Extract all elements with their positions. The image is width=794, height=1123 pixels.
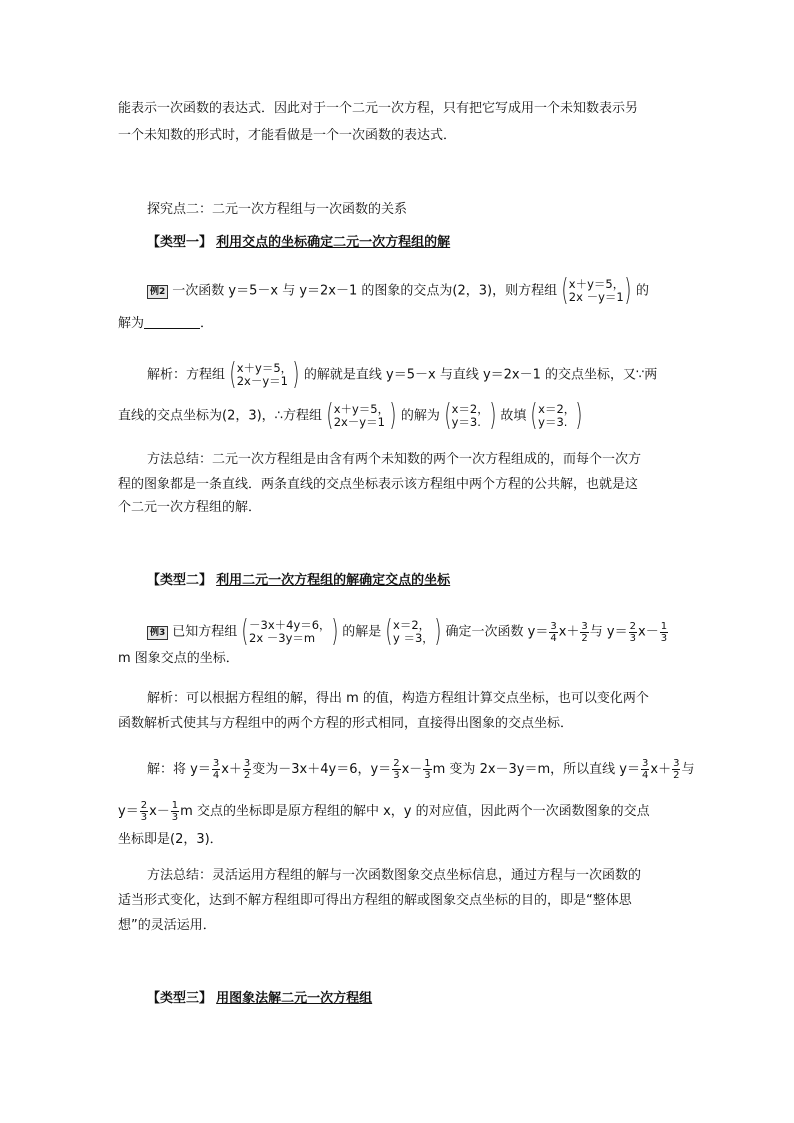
type-tag: 【类型二】 <box>147 573 213 588</box>
solution-system: ( x＝2， y ＝3， ) <box>385 614 442 649</box>
equation-system: ( x＋y＝5， 2x －y＝1 ) <box>561 273 632 308</box>
type3-heading <box>147 990 372 1008</box>
equation-row: －3x＋4y＝6， <box>249 618 331 632</box>
analysis-text: 解析：方程组 <box>147 367 226 383</box>
period: ． <box>200 316 214 331</box>
equation-row: 2x－y＝1 <box>236 374 288 388</box>
equation-row: y＝3. <box>538 415 568 429</box>
intro-line-2: 一个未知数的形式时，才能看做是一个一次函数的表达式． <box>118 128 457 143</box>
fraction: $\frac{3}{2}$ <box>581 620 588 644</box>
solution-system: ( x＝2， y＝3. ) <box>444 398 497 433</box>
example-badge: 例3 <box>147 626 168 640</box>
fraction: $\frac{3}{4}$ <box>642 758 649 781</box>
example-text: 已知方程组 <box>172 624 238 640</box>
type-tag: 【类型一】 <box>147 235 213 250</box>
analysis-text: 直线的交点坐标为(2，3)，∴方程组 <box>118 408 322 424</box>
solution3-line-1: 解：将 y＝ $\frac{3}{4}$ x＋ $\frac{3}{2}$ 变为－3x＋4y＝6，y＝ $\frac{2}{3}$ x－ $\frac{1}{3}$ m 变为 2x－3y＝m，所以直线 y＝ $\frac{3}{4}$ x＋ $\frac{3}{2}$ 与 <box>147 758 695 781</box>
fill-system: ( x＝2， y＝3. ) <box>530 398 583 433</box>
section-heading: 探究点二：二元一次方程组与一次函数的关系 <box>147 202 408 217</box>
solution3-line-3: 坐标即是(2，3)． <box>118 832 223 847</box>
example-text: 的 <box>635 283 649 299</box>
equation-row: 2x－y＝1 <box>333 415 385 429</box>
fraction: $\frac{3}{2}$ <box>673 758 680 781</box>
equation-row: x＋y＝5， <box>568 277 625 291</box>
fraction: $\frac{2}{3}$ <box>629 620 636 644</box>
analysis-text: 的解就是直线 y＝5－x 与直线 y＝2x－1 的交点坐标，又∵两 <box>303 367 658 383</box>
answer-blank <box>144 316 200 329</box>
equation-row: 2x －3y＝m <box>249 631 316 645</box>
equation-row: x＝2， <box>393 618 431 632</box>
solution3-line-2: y＝ $\frac{2}{3}$ x－ $\frac{1}{3}$ m 交点的坐标即是原方程组的解中 x，y 的对应值，因此两个一次函数图象的交点 <box>118 800 650 823</box>
type-title: 利用交点的坐标确定二元一次方程组的解 <box>216 235 451 250</box>
fraction: $\frac{1}{3}$ <box>171 800 179 823</box>
type2-heading <box>147 572 450 590</box>
equation-row: x＝2， <box>451 402 489 416</box>
fraction: $\frac{1}{3}$ <box>424 758 431 781</box>
analysis3-line-1: 解析：可以根据方程组的解，得出 m 的值，构造方程组计算交点坐标，也可以变化两个 <box>147 691 649 706</box>
analysis2-line-1 <box>147 357 658 392</box>
fraction: $\frac{1}{3}$ <box>660 620 668 644</box>
example-text: 一次函数 y＝5－x 与 y＝2x－1 的图象的交点为(2，3)，则方程组 <box>172 283 558 299</box>
equation-system: ( －3x＋4y＝6， 2x －3y＝m ) <box>241 614 338 649</box>
type1-heading <box>147 234 450 252</box>
intro-line-1: 能表示一次函数的表达式．因此对于一个二元一次方程，只有把它写成用一个未知数表示另 <box>118 101 639 116</box>
example2-line-1 <box>147 273 649 308</box>
summary2-line-2: 适当形式变化，达到不解方程组即可得出方程组的解或图象交点坐标的目的，即是“整体思 <box>118 893 632 908</box>
equation-row: x＝2， <box>538 402 576 416</box>
answer-label: 解为 <box>118 316 145 331</box>
summary1-line-3: 个二元一次方程组的解． <box>118 500 262 515</box>
analysis-text: 故填 <box>500 408 527 424</box>
summary2-line-1: 方法总结：灵活运用方程组的解与一次函数图象交点坐标信息，通过方程与一次函数的 <box>147 868 642 883</box>
fraction: $\frac{2}{3}$ <box>140 800 148 823</box>
summary2-line-3: 想”的灵活运用． <box>118 918 216 933</box>
analysis3-line-2: 函数解析式使其与方程组中的两个方程的形式相同，直接得出图象的交点坐标． <box>118 716 574 731</box>
summary1-line-1: 方法总结：二元一次方程组是由含有两个未知数的两个一次方程组成的，而每个一次方 <box>147 452 642 467</box>
equation-system: ( x＋y＝5， 2x－y＝1 ) <box>326 398 397 433</box>
analysis-text: 的解为 <box>400 408 440 424</box>
fraction: $\frac{3}{4}$ <box>550 620 557 644</box>
equation-row: y ＝3， <box>393 631 434 645</box>
example-text: 确定一次函数 y＝ <box>445 624 549 640</box>
equation-row: y＝3. <box>451 415 481 429</box>
example-badge: 例2 <box>147 285 168 299</box>
example3-line-1: 例3 已知方程组 ( －3x＋4y＝6， 2x －3y＝m ) 的解是 ( x＝2， y ＝3， ) 确定一次函数 y＝ $\frac{3}{4}$ x＋ $\frac{3}{2}$ 与 y＝ $\frac{2}{3}$ x－ $\frac{1}{3}$ <box>147 617 669 647</box>
fraction: $\frac{3}{4}$ <box>212 758 220 781</box>
equation-row: x＋y＝5， <box>236 361 293 375</box>
example3-line-2: m 图象交点的坐标． <box>118 651 239 666</box>
type-tag: 【类型三】 <box>147 991 213 1006</box>
example2-line-2 <box>118 315 213 333</box>
type-title: 利用二元一次方程组的解确定交点的坐标 <box>216 573 451 588</box>
analysis2-line-2 <box>118 398 587 433</box>
fraction: $\frac{3}{2}$ <box>243 758 251 781</box>
type-title: 用图象法解二元一次方程组 <box>216 991 373 1006</box>
equation-row: x＋y＝5， <box>333 402 390 416</box>
equation-row: 2x －y＝1 <box>568 290 624 304</box>
equation-system: ( x＋y＝5， 2x－y＝1 ) <box>229 357 300 392</box>
fraction: $\frac{2}{3}$ <box>393 758 400 781</box>
summary1-line-2: 程的图象都是一条直线．两条直线的交点坐标表示该方程组中两个方程的公共解，也就是这 <box>118 477 639 492</box>
example-text: 的解是 <box>342 624 382 640</box>
